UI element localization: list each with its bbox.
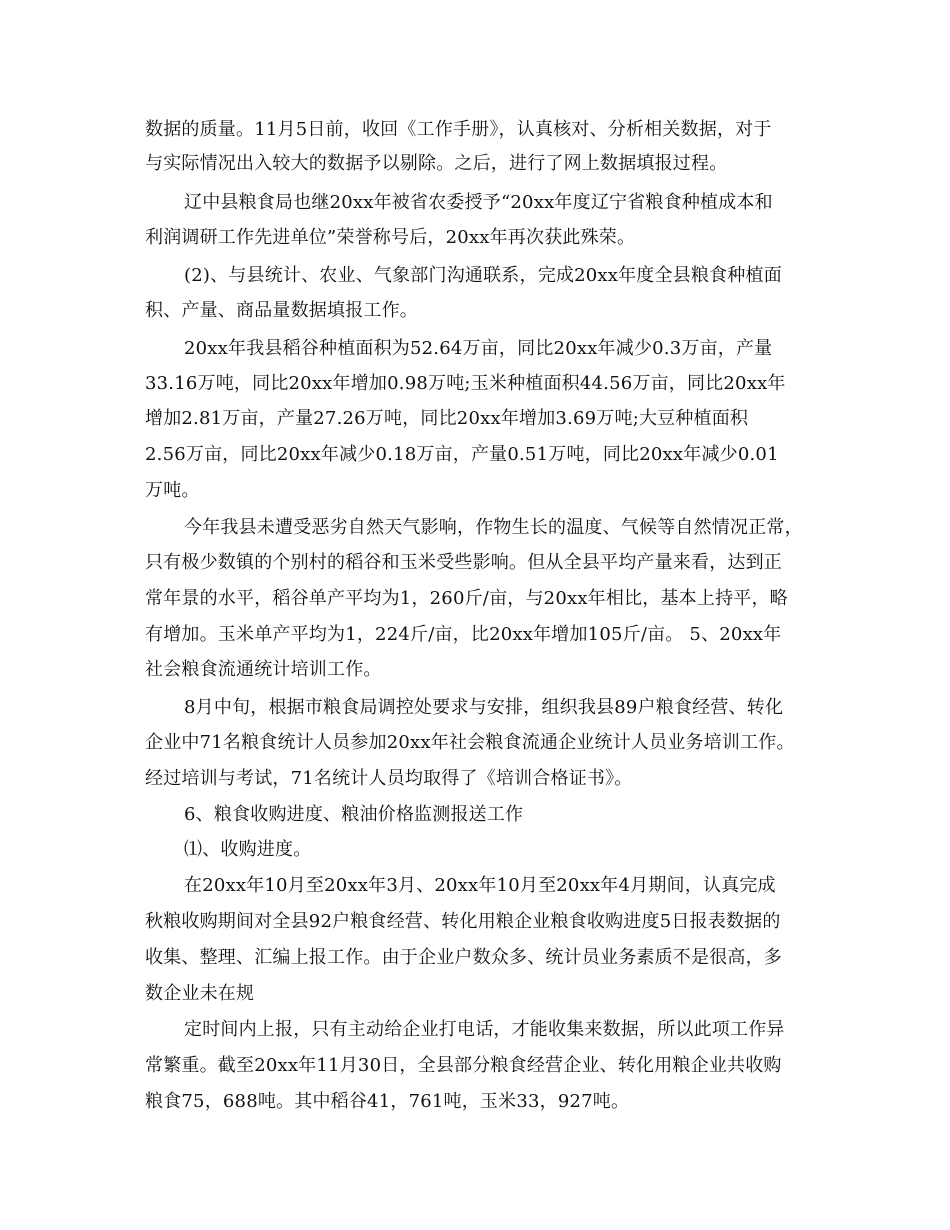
text-line: 6、粮食收购进度、粮油价格监测报送工作 — [184, 804, 524, 825]
text-line: 积、产量、商品量数据填报工作。 — [145, 300, 418, 321]
text-line: 企业中71名粮食统计人员参加20xx年社会粮食流通企业统计人员业务培训工作。 — [145, 732, 795, 753]
text-line: (2)、与县统计、农业、气象部门沟通联系，完成20xx年度全县粮食种植面 — [184, 265, 782, 286]
text-line: 辽中县粮食局也继20xx年被省农委授予“20xx年度辽宁省粮食种植成本和 — [184, 192, 773, 213]
text-line: 增加2.81万亩，产量27.26万吨，同比20xx年增加3.69万吨;大豆种植面积 — [145, 408, 749, 429]
text-line: 20xx年我县稻谷种植面积为52.64万亩，同比20xx年减少0.3万亩，产量 — [184, 338, 773, 359]
text-line: 秋粮收购期间对全县92户粮食经营、转化用粮企业粮食收购进度5日报表数据的 — [145, 911, 781, 932]
text-line: 定时间内上报，只有主动给企业打电话，才能收集来数据，所以此项工作异 — [184, 1019, 785, 1040]
text-line: 利润调研工作先进单位”荣誉称号后，20xx年再次获此殊荣。 — [145, 227, 636, 248]
text-line: 在20xx年10月至20xx年3月、20xx年10月至20xx年4月期间，认真完成 — [184, 875, 776, 896]
text-line: 只有极少数镇的个别村的稻谷和玉米受些影响。但从全县平均产量来看，达到正 — [145, 552, 782, 573]
text-line: 与实际情况出入较大的数据予以剔除。之后，进行了网上数据填报过程。 — [145, 153, 728, 174]
text-line: 33.16万吨，同比20xx年增加0.98万吨;玉米种植面积44.56万亩，同比20xx年 — [145, 373, 786, 394]
text-line: 收集、整理、汇编上报工作。由于企业户数众多、统计员业务素质不是很高，多 — [145, 947, 782, 968]
text-line: 常繁重。截至20xx年11月30日，全县部分粮食经营企业、转化用粮企业共收购 — [145, 1055, 782, 1076]
text-line: 粮食75，688吨。其中稻谷41，761吨，玉米33，927吨。 — [145, 1091, 630, 1112]
text-line: 数企业未在规 — [145, 983, 255, 1004]
text-line: 今年我县未遭受恶劣自然天气影响，作物生长的温度、气候等自然情况正常， — [184, 517, 803, 538]
text-line: 数据的质量。11月5日前，收回《工作手册》，认真核对、分析相关数据，对于 — [145, 119, 772, 140]
text-line: 万吨。 — [145, 480, 200, 501]
text-line: 经过培训与考试，71名统计人员均取得了《培训合格证书》。 — [145, 768, 633, 789]
text-line: 常年景的水平，稻谷单产平均为1，260斤/亩，与20xx年相比，基本上持平，略 — [145, 588, 788, 609]
text-line: 2.56万亩，同比20xx年减少0.18万亩，产量0.51万吨，同比20xx年减少0.01 — [145, 444, 779, 465]
text-line: ⑴、收购进度。 — [184, 839, 312, 860]
text-line: 有增加。玉米单产平均为1，224斤/亩，比20xx年增加105斤/亩。 5、20xx年 — [145, 624, 782, 645]
text-line: 8月中旬，根据市粮食局调控处要求与安排，组织我县89户粮食经营、转化 — [184, 697, 784, 718]
text-line: 社会粮食流通统计培训工作。 — [145, 659, 382, 680]
